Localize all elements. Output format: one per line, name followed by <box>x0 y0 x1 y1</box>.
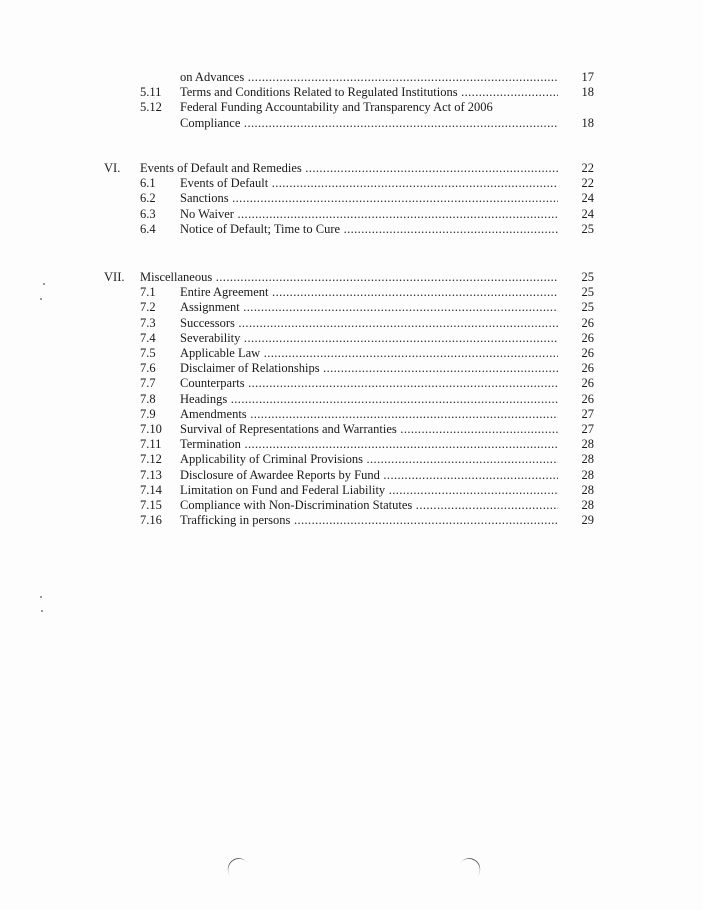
toc-entry <box>0 331 703 346</box>
toc-entry-page: 17 <box>581 70 594 84</box>
toc-entry-page: 25 <box>581 285 594 300</box>
toc-entry-title: Amendments ..... <box>180 407 558 422</box>
toc-entry-title: Trafficking in persons ..... <box>180 513 558 528</box>
toc-entry-title: Applicability of Criminal Provisions ..... <box>180 452 558 467</box>
scan-speck <box>40 298 42 300</box>
toc-entry-page: 28 <box>581 437 594 452</box>
toc-entry <box>0 222 703 237</box>
toc-entry-page: 25 <box>581 300 594 315</box>
toc-entry <box>0 513 703 528</box>
toc-entry-page: 28 <box>581 497 594 512</box>
toc-entry <box>0 483 703 498</box>
toc-section-heading <box>0 161 703 176</box>
toc-entry <box>0 407 703 422</box>
toc-entry <box>0 116 703 131</box>
toc-entry-number: 7.13 <box>140 467 162 482</box>
toc-entry <box>0 176 703 191</box>
toc-entry-number: 6.3 <box>140 206 156 221</box>
section-title: Events of Default and Remedies ..... <box>140 161 558 176</box>
scan-speck <box>40 596 42 598</box>
toc-entry-number: 6.2 <box>140 191 156 206</box>
toc-entry-page: 22 <box>581 176 594 191</box>
toc-entry <box>0 346 703 361</box>
toc-entry-page: 26 <box>581 376 594 391</box>
toc-entry-number: 7.11 <box>140 437 162 452</box>
toc-entry-title: Applicable Law ..... <box>180 346 558 361</box>
toc-entry <box>0 207 703 222</box>
section-numeral: VII. <box>104 270 125 285</box>
toc-entry-title: on Advances ..... <box>180 70 558 85</box>
toc-entry <box>0 361 703 376</box>
toc-entry-number: 7.10 <box>140 421 162 436</box>
toc-entry-page: 26 <box>581 330 594 345</box>
toc-entry-number: 7.7 <box>140 376 156 391</box>
table-of-contents <box>0 70 703 528</box>
toc-entry-number: 5.11 <box>140 85 162 100</box>
toc-entry-page: 27 <box>581 406 594 421</box>
toc-entry-number: 6.4 <box>140 221 156 236</box>
toc-entry-number: 7.3 <box>140 315 156 330</box>
toc-entry <box>0 191 703 206</box>
toc-entry-number: 5.12 <box>140 100 162 115</box>
punch-hole-mark <box>453 854 484 885</box>
toc-entry-page: 28 <box>581 467 594 482</box>
section-page: 22 <box>581 160 594 175</box>
toc-entry-number: 7.2 <box>140 300 156 315</box>
toc-entry-title: Compliance with Non-Discrimination Statutes ..... <box>180 498 558 513</box>
toc-entry-number: 7.14 <box>140 482 162 497</box>
toc-entry-number: 7.15 <box>140 497 162 512</box>
toc-entry <box>0 70 703 85</box>
toc-entry-title: Severability ..... <box>180 331 558 346</box>
section-page: 25 <box>581 270 594 285</box>
toc-entry <box>0 100 703 115</box>
toc-entry-page: 26 <box>581 346 594 360</box>
punch-hole-mark <box>223 854 254 885</box>
toc-entry-number: 6.1 <box>140 176 156 191</box>
toc-entry-title: Notice of Default; Time to Cure ..... <box>180 222 558 237</box>
section-title: Miscellaneous ..... <box>140 270 558 285</box>
toc-entry-page: 25 <box>581 221 594 236</box>
toc-entry-number: 7.16 <box>140 513 162 528</box>
toc-entry <box>0 285 703 300</box>
toc-entry-title: Counterparts ..... <box>180 376 558 391</box>
toc-entry-title: Terms and Conditions Related to Regulated Institutions ..... <box>180 85 558 100</box>
scan-speck <box>41 610 43 612</box>
toc-entry-title: Limitation on Fund and Federal Liability ..... <box>180 483 558 498</box>
toc-section-heading <box>0 270 703 285</box>
toc-entry <box>0 452 703 467</box>
toc-entry-number: 7.4 <box>140 330 156 345</box>
toc-entry-page: 28 <box>581 482 594 497</box>
toc-entry-page: 18 <box>581 115 594 130</box>
toc-entry-title: Assignment ..... <box>180 300 558 315</box>
toc-entry-page: 29 <box>581 513 594 528</box>
toc-entry-number: 7.12 <box>140 452 162 467</box>
toc-entry <box>0 392 703 407</box>
toc-entry-page: 26 <box>581 315 594 330</box>
toc-entry-number: 7.5 <box>140 346 156 360</box>
toc-entry-page: 24 <box>581 191 594 206</box>
toc-entry-title: Disclaimer of Relationships ..... <box>180 361 558 376</box>
toc-entry-title: Headings ..... <box>180 392 558 407</box>
toc-entry-page: 26 <box>581 361 594 376</box>
toc-entry-title: Compliance ..... <box>180 116 558 131</box>
toc-entry <box>0 468 703 483</box>
toc-entry-number: 7.9 <box>140 406 156 421</box>
toc-entry-title: Sanctions ..... <box>180 191 558 206</box>
toc-entry-title: Successors ..... <box>180 316 558 331</box>
toc-entry-page: 27 <box>581 421 594 436</box>
toc-entry-page: 18 <box>581 85 594 100</box>
toc-entry-number: 7.8 <box>140 391 156 406</box>
toc-entry-title: No Waiver ..... <box>180 207 558 222</box>
toc-entry-title: Disclosure of Awardee Reports by Fund ..... <box>180 468 558 483</box>
toc-entry <box>0 498 703 513</box>
toc-entry-title: Events of Default ..... <box>180 176 558 191</box>
toc-entry-number: 7.1 <box>140 285 156 300</box>
scan-speck <box>43 283 45 285</box>
toc-entry-page: 24 <box>581 206 594 221</box>
toc-entry <box>0 300 703 315</box>
toc-entry <box>0 85 703 100</box>
section-numeral: VI. <box>104 160 121 175</box>
toc-entry <box>0 437 703 452</box>
toc-entry-title: Survival of Representations and Warranties ..... <box>180 422 558 437</box>
toc-entry <box>0 422 703 437</box>
toc-entry-title: Federal Funding Accountability and Transparency Act of 2006 <box>180 100 493 115</box>
toc-entry-page: 26 <box>581 391 594 406</box>
toc-entry-page: 28 <box>581 452 594 467</box>
toc-entry <box>0 376 703 391</box>
toc-entry-number: 7.6 <box>140 361 156 376</box>
toc-entry-title: Entire Agreement ..... <box>180 285 558 300</box>
toc-entry-title: Termination ..... <box>180 437 558 452</box>
toc-entry <box>0 316 703 331</box>
